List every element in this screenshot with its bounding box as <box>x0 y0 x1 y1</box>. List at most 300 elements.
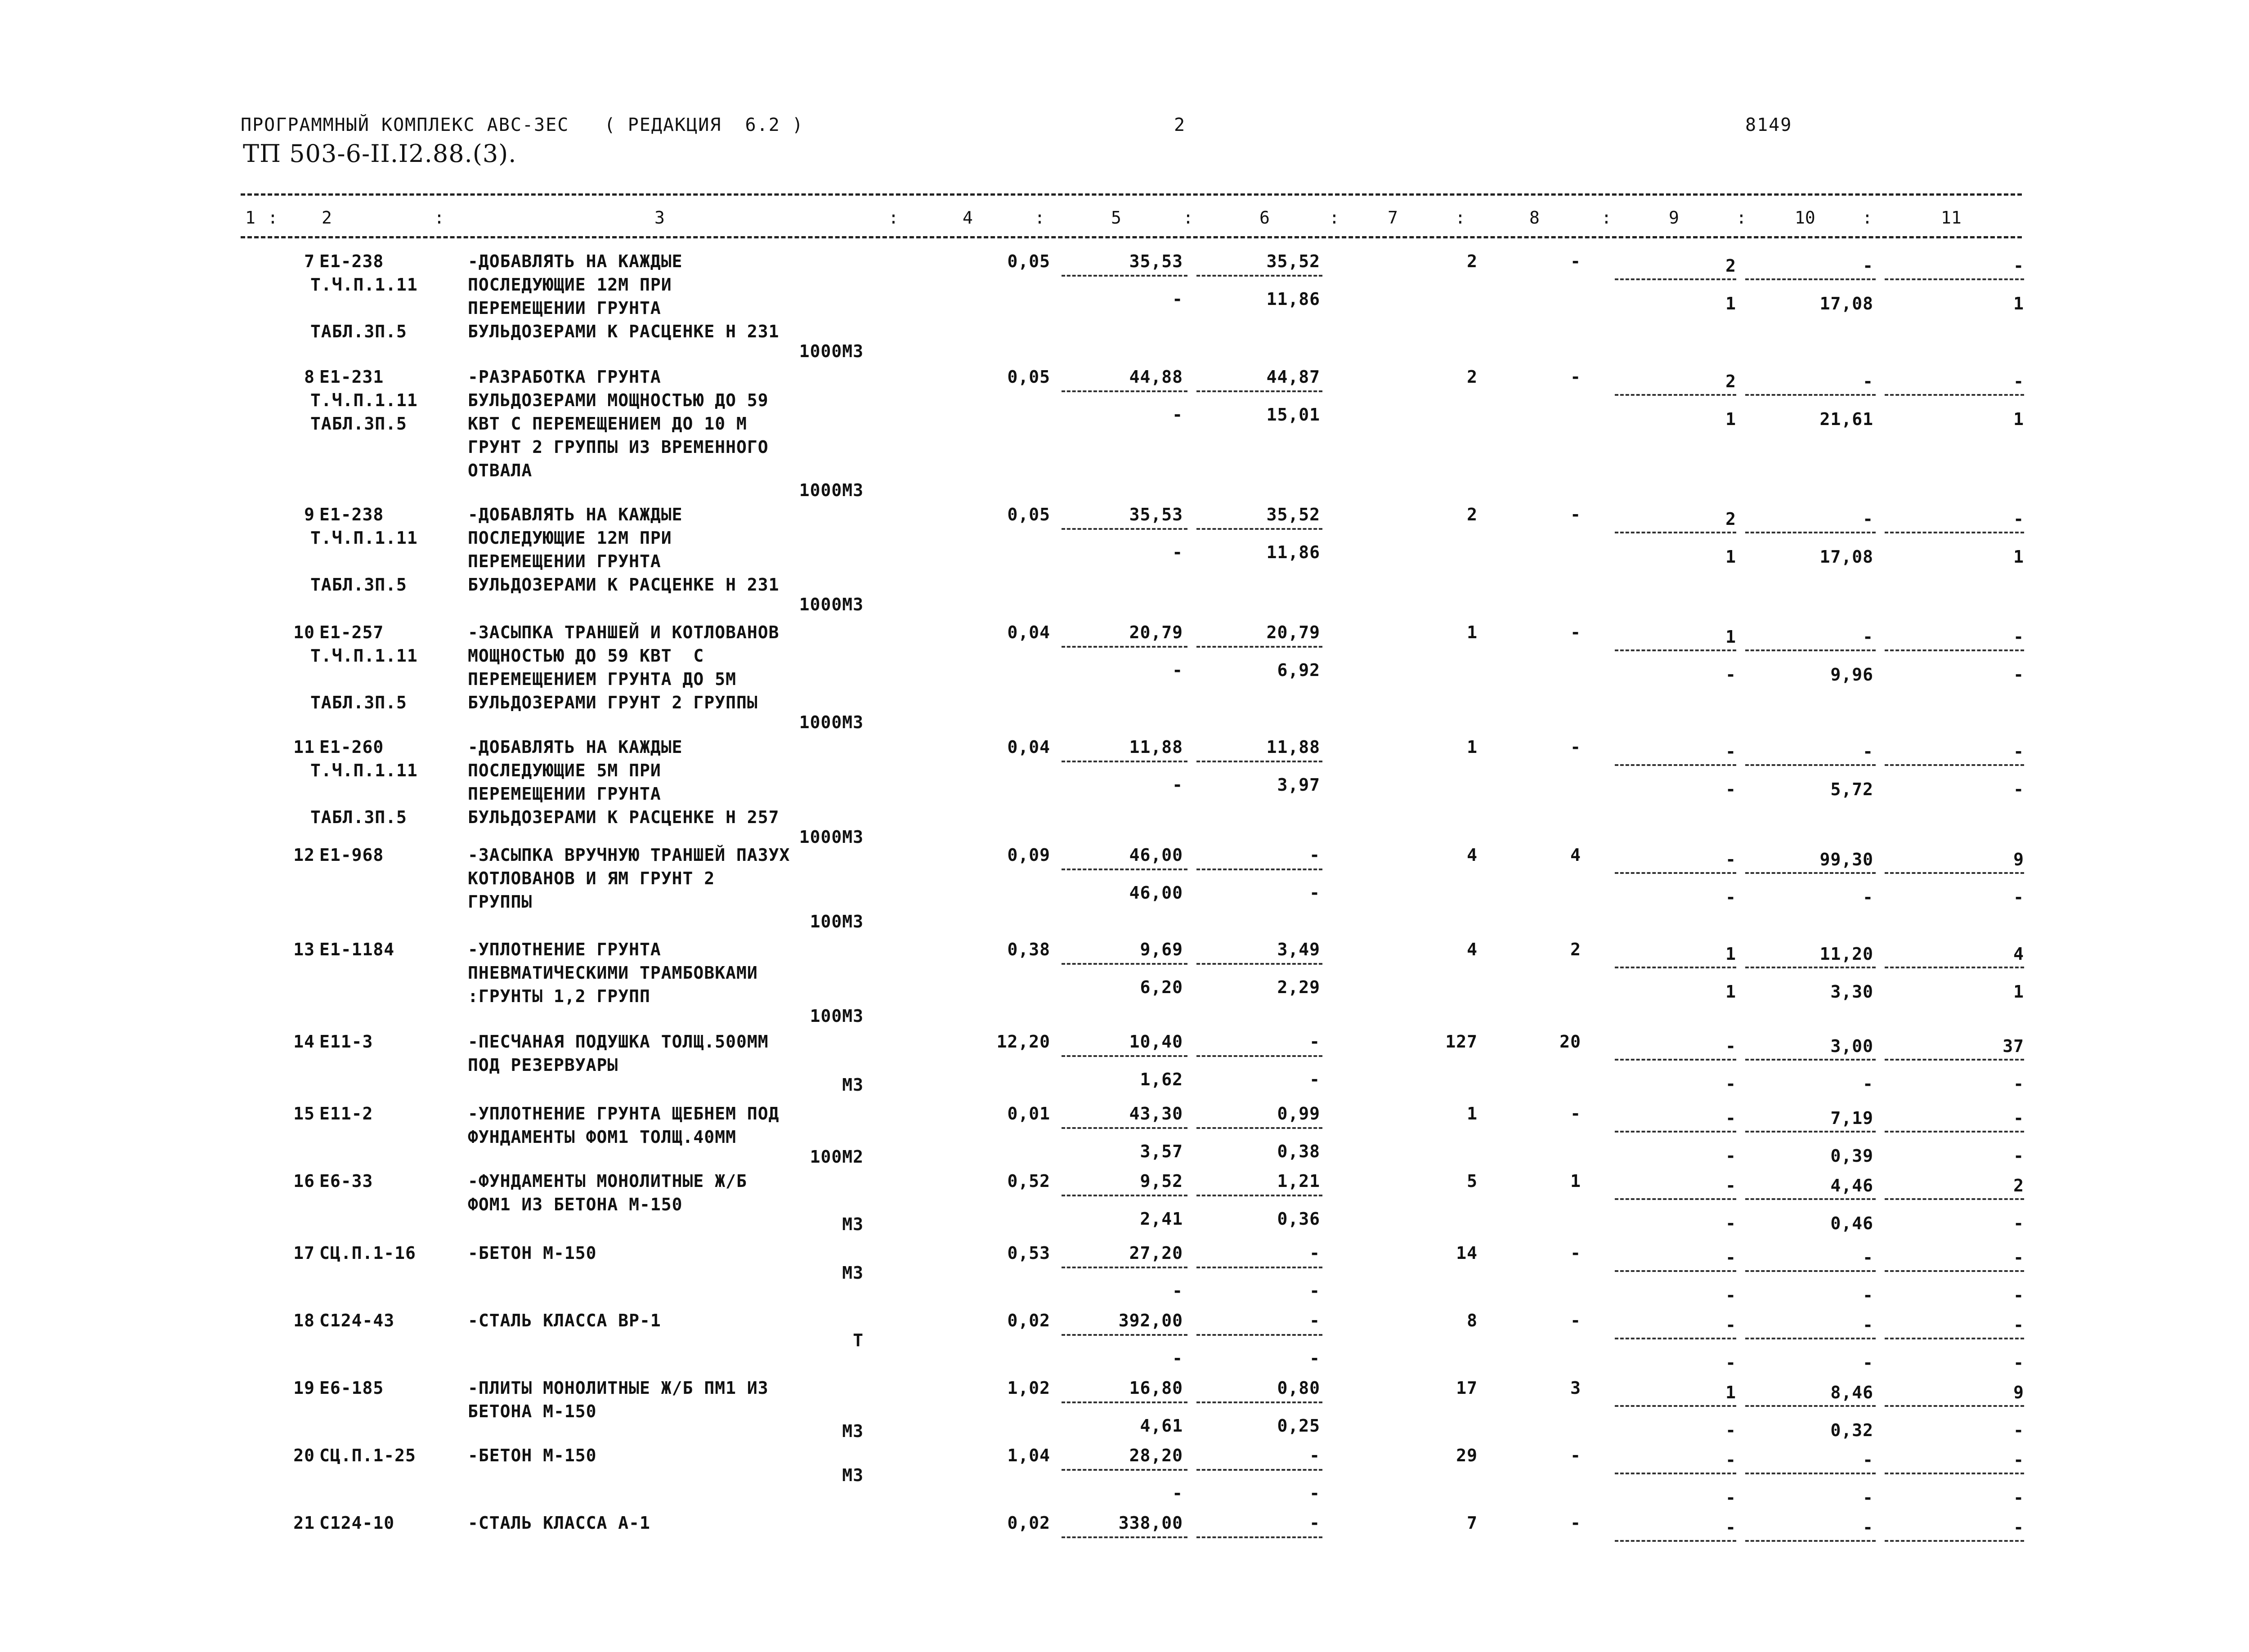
col11-sub-value: - <box>2013 1285 2024 1305</box>
col11-value: - <box>2013 1108 2024 1128</box>
unit-cost-wages: 11,88 <box>1266 737 1320 757</box>
unit-of-measure: М3 <box>842 1263 864 1283</box>
col9-sub-value: 1 <box>1725 982 1736 1002</box>
total-wages: - <box>1570 1446 1581 1465</box>
sub-row-divider <box>1196 1401 1322 1403</box>
unit-cost-machine-wages: 6,92 <box>1277 660 1320 680</box>
total-cost: 29 <box>1456 1446 1478 1465</box>
sub-row-divider <box>1062 1055 1187 1057</box>
total-cost: 2 <box>1467 367 1478 387</box>
sub-row-divider <box>1196 1267 1322 1268</box>
unit-cost-wages: 35,52 <box>1266 505 1320 524</box>
rate-code: Е1-1184 <box>319 940 395 959</box>
col11-sub-value: 1 <box>2013 547 2024 567</box>
sub-row-divider <box>1745 278 1876 280</box>
quantity: 0,05 <box>1007 505 1050 524</box>
unit-cost-wages: 0,99 <box>1277 1104 1320 1124</box>
rate-code: Е1-260 <box>319 737 384 757</box>
sub-row-divider <box>1062 1195 1187 1196</box>
quantity: 0,52 <box>1007 1171 1050 1191</box>
sub-row-divider <box>1615 1405 1736 1407</box>
column-separator: : <box>1862 208 1873 228</box>
rate-reference: ТАБЛ.ЗП.5 <box>310 807 407 827</box>
sub-row-divider <box>1062 963 1187 965</box>
row-number: 9 <box>304 505 315 524</box>
total-wages: - <box>1570 367 1581 387</box>
work-description: :ГРУНТЫ 1,2 ГРУПП <box>468 986 650 1006</box>
unit-cost-wages: 1,21 <box>1277 1171 1320 1191</box>
work-description: ПОСЛЕДУЮЩИЕ 12М ПРИ <box>468 528 672 548</box>
unit-of-measure: 100М3 <box>810 912 864 931</box>
work-description: ПЕРЕМЕЩЕНИИ ГРУНТА <box>468 551 661 571</box>
col11-sub-value: - <box>2013 1213 2024 1233</box>
col9-sub-value: - <box>1725 1488 1736 1508</box>
col10-value: - <box>1863 1248 1873 1267</box>
sub-row-divider <box>1615 1473 1736 1474</box>
unit-cost-machines: - <box>1172 289 1183 309</box>
col9-sub-value: - <box>1725 1146 1736 1166</box>
sub-row-divider <box>1745 1198 1876 1200</box>
sub-row-divider <box>1062 1469 1187 1471</box>
unit-cost-machine-wages: 2,29 <box>1277 977 1320 997</box>
row-number: 7 <box>304 251 315 271</box>
total-cost: 127 <box>1445 1032 1478 1052</box>
sub-row-divider <box>1196 869 1322 870</box>
sub-row-divider <box>1615 649 1736 651</box>
column-separator: : <box>1035 208 1045 228</box>
col11-value: 37 <box>2003 1036 2024 1056</box>
column-header-5: 5 <box>1111 208 1121 228</box>
row-number: 17 <box>293 1243 315 1263</box>
total-cost: 1 <box>1467 737 1478 757</box>
unit-cost-machines: - <box>1172 660 1183 680</box>
sub-row-divider <box>1615 764 1736 766</box>
unit-cost-total: 28,20 <box>1129 1446 1183 1465</box>
sub-row-divider <box>1196 1469 1322 1471</box>
unit-cost-total: 44,88 <box>1129 367 1183 387</box>
quantity: 12,20 <box>996 1032 1050 1052</box>
rate-code: Е1-231 <box>319 367 384 387</box>
col10-sub-value: 0,32 <box>1830 1420 1873 1440</box>
quantity: 0,01 <box>1007 1104 1050 1124</box>
unit-cost-wages: - <box>1309 1311 1320 1330</box>
col10-sub-value: 17,08 <box>1819 294 1873 313</box>
work-description: -БЕТОН М-150 <box>468 1243 597 1263</box>
work-description: -СТАЛЬ КЛАССА А-1 <box>468 1513 650 1533</box>
col11-sub-value: 1 <box>2013 294 2024 313</box>
unit-cost-total: 35,53 <box>1129 251 1183 271</box>
rate-code: С124-10 <box>319 1513 395 1533</box>
sub-row-divider <box>1745 1473 1876 1474</box>
sub-row-divider <box>1062 1267 1187 1268</box>
row-number: 14 <box>293 1032 315 1052</box>
sub-row-divider <box>1745 1270 1876 1272</box>
unit-cost-total: 392,00 <box>1118 1311 1183 1330</box>
sub-row-divider <box>1615 967 1736 968</box>
rate-code: С124-43 <box>319 1311 395 1330</box>
unit-of-measure: 1000М3 <box>799 712 864 732</box>
col10-value: - <box>1863 1315 1873 1335</box>
quantity: 0,02 <box>1007 1513 1050 1533</box>
quantity: 0,04 <box>1007 737 1050 757</box>
work-description: -ДОБАВЛЯТЬ НА КАЖДЫЕ <box>468 505 683 524</box>
col11-sub-value: - <box>2013 1146 2024 1166</box>
work-description: -ФУНДАМЕНТЫ МОНОЛИТНЫЕ Ж/Б <box>468 1171 747 1191</box>
work-description: КВТ С ПЕРЕМЕЩЕНИЕМ ДО 10 М <box>468 414 747 434</box>
col11-sub-value: - <box>2013 1488 2024 1508</box>
unit-cost-total: 27,20 <box>1129 1243 1183 1263</box>
col10-value: - <box>1863 627 1873 647</box>
sub-row-divider <box>1885 649 2024 651</box>
total-wages: - <box>1570 1513 1581 1533</box>
total-wages: 2 <box>1570 940 1581 959</box>
work-description: БУЛЬДОЗЕРАМИ К РАСЦЕНКЕ Н 257 <box>468 807 780 827</box>
col10-sub-value: 21,61 <box>1819 409 1873 429</box>
col10-value: 11,20 <box>1819 944 1873 964</box>
work-description: БУЛЬДОЗЕРАМИ ГРУНТ 2 ГРУППЫ <box>468 693 758 712</box>
quantity: 0,09 <box>1007 845 1050 865</box>
unit-of-measure: М3 <box>842 1421 864 1441</box>
col11-value: - <box>2013 1315 2024 1335</box>
sub-row-divider <box>1062 275 1187 277</box>
col11-sub-value: 1 <box>2013 409 2024 429</box>
rate-reference: ТАБЛ.ЗП.5 <box>310 575 407 595</box>
sub-row-divider <box>1062 646 1187 648</box>
rate-reference: Т.Ч.П.1.11 <box>310 761 418 780</box>
sub-row-divider <box>1615 532 1736 533</box>
col9-value: - <box>1725 1248 1736 1267</box>
col10-sub-value: - <box>1863 1488 1873 1508</box>
work-description: БУЛЬДОЗЕРАМИ К РАСЦЕНКЕ Н 231 <box>468 575 780 595</box>
unit-cost-wages: 44,87 <box>1266 367 1320 387</box>
document-id: 8149 <box>1745 115 1792 135</box>
sub-row-divider <box>1885 532 2024 533</box>
unit-cost-machine-wages: 11,86 <box>1266 542 1320 562</box>
unit-cost-wages: 0,80 <box>1277 1378 1320 1398</box>
work-description: -УПЛОТНЕНИЕ ГРУНТА ЩЕБНЕМ ПОД <box>468 1104 780 1124</box>
unit-cost-machines: - <box>1172 1483 1183 1503</box>
col11-value: 9 <box>2013 1383 2024 1402</box>
col9-value: - <box>1725 1176 1736 1195</box>
col10-sub-value: 0,46 <box>1830 1213 1873 1233</box>
col10-sub-value: 17,08 <box>1819 547 1873 567</box>
unit-cost-machine-wages: 3,97 <box>1277 775 1320 795</box>
sub-row-divider <box>1745 764 1876 766</box>
sub-row-divider <box>1615 1131 1736 1133</box>
col9-sub-value: - <box>1725 887 1736 907</box>
rate-code: Е1-238 <box>319 505 384 524</box>
column-header-11: 11 <box>1941 208 1962 228</box>
unit-cost-machine-wages: - <box>1309 1348 1320 1368</box>
header-rule <box>241 236 2022 238</box>
sub-row-divider <box>1615 278 1736 280</box>
sub-row-divider <box>1196 1536 1322 1538</box>
rate-reference: ТАБЛ.ЗП.5 <box>310 693 407 712</box>
unit-cost-wages: - <box>1309 1446 1320 1465</box>
total-cost: 7 <box>1467 1513 1478 1533</box>
col9-value: - <box>1725 1108 1736 1128</box>
col11-sub-value: - <box>2013 1420 2024 1440</box>
unit-of-measure: М3 <box>842 1465 864 1485</box>
unit-cost-machines: 46,00 <box>1129 883 1183 903</box>
work-description: ГРУНТ 2 ГРУППЫ ИЗ ВРЕМЕННОГО <box>468 437 769 457</box>
total-cost: 2 <box>1467 505 1478 524</box>
total-cost: 4 <box>1467 940 1478 959</box>
program-title: ПРОГРАММНЫЙ КОМПЛЕКС АВС-ЗЕС ( РЕДАКЦИЯ 6.2 ) <box>241 115 804 135</box>
col9-value: - <box>1725 1450 1736 1470</box>
col9-value: - <box>1725 850 1736 869</box>
unit-of-measure: М3 <box>842 1214 864 1234</box>
sub-row-divider <box>1885 1059 2024 1061</box>
unit-cost-wages: - <box>1309 1032 1320 1052</box>
total-cost: 8 <box>1467 1311 1478 1330</box>
quantity: 0,04 <box>1007 622 1050 642</box>
quantity: 0,02 <box>1007 1311 1050 1330</box>
row-number: 20 <box>293 1446 315 1465</box>
unit-cost-machines: 2,41 <box>1140 1209 1183 1229</box>
col9-sub-value: 1 <box>1725 547 1736 567</box>
column-separator: : <box>1601 208 1612 228</box>
unit-cost-total: 338,00 <box>1118 1513 1183 1533</box>
sub-row-divider <box>1615 1270 1736 1272</box>
sub-row-divider <box>1885 394 2024 396</box>
sub-row-divider <box>1745 1338 1876 1339</box>
rate-code: Е11-3 <box>319 1032 373 1052</box>
work-description: ПОСЛЕДУЮЩИЕ 5М ПРИ <box>468 761 661 780</box>
col9-sub-value: - <box>1725 1074 1736 1094</box>
col9-sub-value: - <box>1725 779 1736 799</box>
sub-row-divider <box>1745 532 1876 533</box>
row-number: 16 <box>293 1171 315 1191</box>
total-cost: 14 <box>1456 1243 1478 1263</box>
unit-cost-total: 16,80 <box>1129 1378 1183 1398</box>
col11-sub-value: - <box>2013 779 2024 799</box>
col9-sub-value: 1 <box>1725 409 1736 429</box>
sub-row-divider <box>1885 872 2024 874</box>
column-separator: : <box>434 208 444 228</box>
col10-value: 8,46 <box>1830 1383 1873 1402</box>
col11-sub-value: - <box>2013 1353 2024 1373</box>
work-description: ПЕРЕМЕЩЕНИИ ГРУНТА <box>468 784 661 804</box>
work-description: БЕТОНА М-150 <box>468 1401 597 1421</box>
unit-cost-total: 9,52 <box>1140 1171 1183 1191</box>
sub-row-divider <box>1745 1059 1876 1061</box>
sub-row-divider <box>1885 1131 2024 1133</box>
row-number: 21 <box>293 1513 315 1533</box>
col11-sub-value: - <box>2013 1074 2024 1094</box>
col10-value: - <box>1863 509 1873 529</box>
col10-sub-value: - <box>1863 1353 1873 1373</box>
work-description: ГРУППЫ <box>468 892 533 912</box>
sub-row-divider <box>1196 963 1322 965</box>
col10-sub-value: - <box>1863 887 1873 907</box>
unit-cost-machine-wages: - <box>1309 1483 1320 1503</box>
sub-row-divider <box>1196 1055 1322 1057</box>
unit-cost-total: 9,69 <box>1140 940 1183 959</box>
column-header-10: 10 <box>1795 208 1815 228</box>
quantity: 0,53 <box>1007 1243 1050 1263</box>
col11-value: - <box>2013 742 2024 761</box>
sub-row-divider <box>1745 1131 1876 1133</box>
total-cost: 1 <box>1467 1104 1478 1124</box>
sub-row-divider <box>1196 1195 1322 1196</box>
col11-value: 2 <box>2013 1176 2024 1195</box>
row-number: 11 <box>293 737 315 757</box>
unit-cost-machines: 1,62 <box>1140 1070 1183 1089</box>
col9-value: 1 <box>1725 1383 1736 1402</box>
column-header-9: 9 <box>1669 208 1679 228</box>
sub-row-divider <box>1062 1127 1187 1129</box>
sub-row-divider <box>1196 761 1322 762</box>
total-wages: 3 <box>1570 1378 1581 1398</box>
col9-value: 2 <box>1725 372 1736 391</box>
work-description: -ПЛИТЫ МОНОЛИТНЫЕ Ж/Б ПМ1 ИЗ <box>468 1378 769 1398</box>
column-separator: : <box>1329 208 1340 228</box>
unit-of-measure: М3 <box>842 1075 864 1095</box>
work-description: ФОМ1 ИЗ БЕТОНА М-150 <box>468 1195 683 1214</box>
unit-cost-machines: - <box>1172 542 1183 562</box>
rate-reference: Т.Ч.П.1.11 <box>310 275 418 295</box>
sub-row-divider <box>1745 649 1876 651</box>
rate-reference: Т.Ч.П.1.11 <box>310 528 418 548</box>
col9-value: - <box>1725 1315 1736 1335</box>
sub-row-divider <box>1615 394 1736 396</box>
row-number: 12 <box>293 845 315 865</box>
column-header-2: 2 <box>322 208 332 228</box>
unit-cost-machine-wages: 11,86 <box>1266 289 1320 309</box>
col10-value: 99,30 <box>1819 850 1873 869</box>
unit-of-measure: 1000М3 <box>799 827 864 847</box>
sub-row-divider <box>1615 872 1736 874</box>
col10-value: - <box>1863 256 1873 276</box>
total-cost: 5 <box>1467 1171 1478 1191</box>
sub-row-divider <box>1885 1198 2024 1200</box>
unit-cost-total: 43,30 <box>1129 1104 1183 1124</box>
sub-row-divider <box>1062 869 1187 870</box>
unit-cost-total: 10,40 <box>1129 1032 1183 1052</box>
unit-cost-machine-wages: 0,36 <box>1277 1209 1320 1229</box>
col11-value: 4 <box>2013 944 2024 964</box>
sub-row-divider <box>1745 1405 1876 1407</box>
column-header-1: 1 <box>245 208 255 228</box>
col11-value: - <box>2013 1248 2024 1267</box>
unit-of-measure: Т <box>853 1330 864 1350</box>
quantity: 1,02 <box>1007 1378 1050 1398</box>
col10-value: 7,19 <box>1830 1108 1873 1128</box>
work-description: -УПЛОТНЕНИЕ ГРУНТА <box>468 940 661 959</box>
sub-row-divider <box>1196 390 1322 392</box>
quantity: 0,38 <box>1007 940 1050 959</box>
rate-reference: Т.Ч.П.1.11 <box>310 646 418 666</box>
unit-cost-wages: - <box>1309 1513 1320 1533</box>
work-description: ФУНДАМЕНТЫ ФОМ1 ТОЛЩ.40ММ <box>468 1127 736 1147</box>
unit-cost-machine-wages: 15,01 <box>1266 405 1320 425</box>
total-wages: - <box>1570 251 1581 271</box>
work-description: -СТАЛЬ КЛАССА ВР-1 <box>468 1311 661 1330</box>
unit-cost-machines: 3,57 <box>1140 1142 1183 1161</box>
unit-cost-machines: - <box>1172 405 1183 425</box>
sub-row-divider <box>1196 1334 1322 1336</box>
col9-value: 2 <box>1725 256 1736 276</box>
rate-code: Е1-968 <box>319 845 384 865</box>
col10-value: - <box>1863 1450 1873 1470</box>
row-number: 8 <box>304 367 315 387</box>
sub-row-divider <box>1062 528 1187 530</box>
unit-cost-total: 20,79 <box>1129 622 1183 642</box>
column-header-8: 8 <box>1529 208 1540 228</box>
col11-value: - <box>2013 1450 2024 1470</box>
column-header-6: 6 <box>1259 208 1270 228</box>
col11-sub-value: - <box>2013 665 2024 685</box>
work-description: ОТВАЛА <box>468 461 533 480</box>
page-number: 2 <box>1174 115 1186 135</box>
col9-sub-value: - <box>1725 1420 1736 1440</box>
sub-row-divider <box>1885 278 2024 280</box>
col11-sub-value: 1 <box>2013 982 2024 1002</box>
document-code: ТП 503-6-II.I2.88.(3). <box>243 139 517 168</box>
col10-value: 3,00 <box>1830 1036 1873 1056</box>
work-description: БУЛЬДОЗЕРАМИ К РАСЦЕНКЕ Н 231 <box>468 322 780 341</box>
sub-row-divider <box>1062 390 1187 392</box>
total-wages: - <box>1570 737 1581 757</box>
sub-row-divider <box>1885 1338 2024 1339</box>
row-number: 15 <box>293 1104 315 1124</box>
column-separator: : <box>268 208 278 228</box>
total-wages: - <box>1570 505 1581 524</box>
total-wages: - <box>1570 1104 1581 1124</box>
unit-cost-machine-wages: - <box>1309 1281 1320 1301</box>
rate-reference: Т.Ч.П.1.11 <box>310 390 418 410</box>
unit-cost-total: 11,88 <box>1129 737 1183 757</box>
sub-row-divider <box>1885 1405 2024 1407</box>
sub-row-divider <box>1196 1127 1322 1129</box>
quantity: 0,05 <box>1007 367 1050 387</box>
column-header-7: 7 <box>1388 208 1398 228</box>
row-number: 19 <box>293 1378 315 1398</box>
sub-row-divider <box>1885 1473 2024 1474</box>
rate-code: СЦ.П.1-25 <box>319 1446 416 1465</box>
unit-cost-machine-wages: 0,38 <box>1277 1142 1320 1161</box>
col11-value: - <box>2013 256 2024 276</box>
rate-reference: ТАБЛ.ЗП.5 <box>310 322 407 341</box>
col10-sub-value: - <box>1863 1285 1873 1305</box>
rate-code: Е11-2 <box>319 1104 373 1124</box>
sub-row-divider <box>1062 761 1187 762</box>
unit-cost-total: 46,00 <box>1129 845 1183 865</box>
work-description: -ДОБАВЛЯТЬ НА КАЖДЫЕ <box>468 251 683 271</box>
unit-cost-wages: - <box>1309 1243 1320 1263</box>
column-separator: : <box>1183 208 1193 228</box>
col9-sub-value: 1 <box>1725 294 1736 313</box>
total-cost: 1 <box>1467 622 1478 642</box>
rate-code: Е1-257 <box>319 622 384 642</box>
work-description: МОЩНОСТЬЮ ДО 59 КВТ С <box>468 646 704 666</box>
col10-sub-value: 3,30 <box>1830 982 1873 1002</box>
sub-row-divider <box>1062 1536 1187 1538</box>
col9-value: 1 <box>1725 944 1736 964</box>
col9-value: - <box>1725 1036 1736 1056</box>
total-cost: 4 <box>1467 845 1478 865</box>
unit-cost-machine-wages: 0,25 <box>1277 1416 1320 1436</box>
sub-row-divider <box>1615 1338 1736 1339</box>
sub-row-divider <box>1196 528 1322 530</box>
work-description: ПОСЛЕДУЮЩИЕ 12М ПРИ <box>468 275 672 295</box>
unit-cost-machine-wages: - <box>1309 1070 1320 1089</box>
column-separator: : <box>1455 208 1465 228</box>
sub-row-divider <box>1745 872 1876 874</box>
work-description: БУЛЬДОЗЕРАМИ МОЩНОСТЬЮ ДО 59 <box>468 390 769 410</box>
sub-row-divider <box>1196 646 1322 648</box>
